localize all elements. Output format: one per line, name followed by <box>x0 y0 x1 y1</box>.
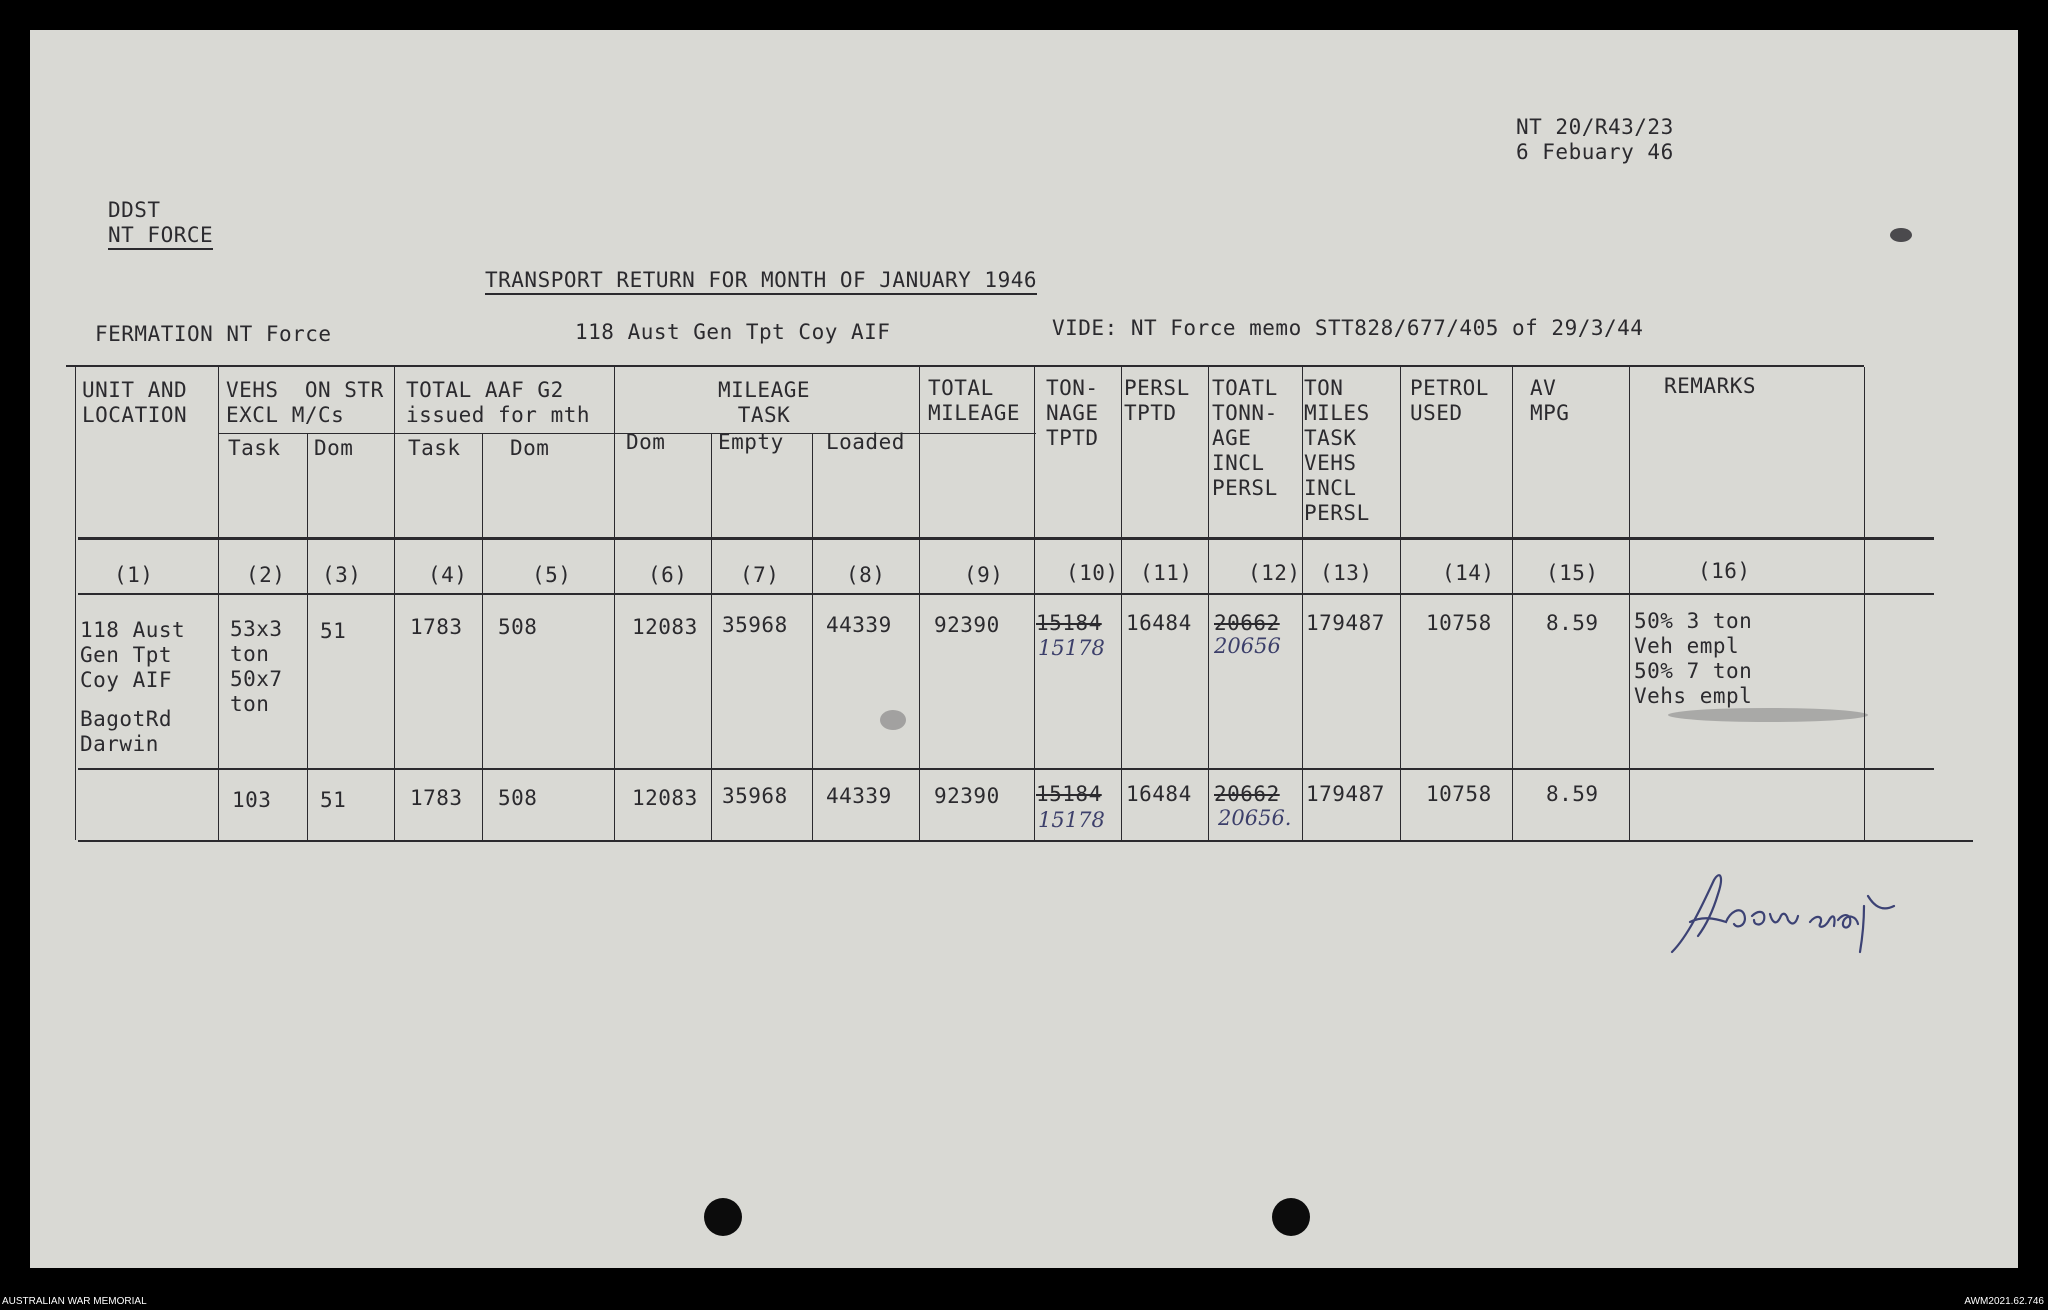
header-total-mileage: TOTAL MILEAGE <box>928 376 1021 425</box>
col-divider <box>218 367 219 840</box>
total-persl: 16484 <box>1126 782 1192 806</box>
col-divider <box>1512 367 1513 840</box>
table-top-border <box>66 365 1864 367</box>
col-divider <box>394 367 395 840</box>
cell-mileage-dom: 12083 <box>632 615 698 639</box>
header-remarks: REMARKS <box>1664 374 1757 398</box>
total-ton-miles: 179487 <box>1306 782 1385 806</box>
col-divider <box>1302 367 1303 840</box>
col-divider <box>75 367 76 840</box>
col-divider <box>711 434 712 840</box>
column-number: (5) <box>532 563 572 587</box>
total-total-tonnage-struck: 20662 <box>1214 782 1280 806</box>
ink-smudge <box>880 710 906 730</box>
cell-ton-miles: 179487 <box>1306 611 1385 635</box>
col-divider <box>1208 367 1209 840</box>
header-mileage-dom: Dom <box>626 430 666 454</box>
column-number: (16) <box>1698 559 1751 583</box>
ink-smudge <box>1890 228 1912 242</box>
column-number: (12) <box>1248 561 1301 585</box>
header-tonnage: TON- NAGE TPTD <box>1046 376 1099 450</box>
total-total-mileage: 92390 <box>934 784 1000 808</box>
punch-hole <box>1272 1198 1310 1236</box>
footer-source: AUSTRALIAN WAR MEMORIAL <box>2 1296 147 1307</box>
total-aaf-task: 1783 <box>410 786 463 810</box>
col-divider <box>307 434 308 840</box>
cell-unit-name: 118 Aust Gen Tpt Coy AIF <box>80 618 186 692</box>
cell-petrol: 10758 <box>1426 611 1492 635</box>
column-number: (15) <box>1546 561 1599 585</box>
header-persl-tptd: PERSL TPTD <box>1124 376 1190 425</box>
header-av-mpg: AV MPG <box>1530 376 1570 425</box>
total-vehs-task: 103 <box>232 788 272 812</box>
reference-number: NT 20/R43/23 <box>1516 115 1674 139</box>
unit-name: 118 Aust Gen Tpt Coy AIF <box>575 320 891 344</box>
cell-unit-location: BagotRd Darwin <box>80 707 173 756</box>
cell-mileage-empty: 35968 <box>722 613 788 637</box>
col-divider <box>919 367 920 840</box>
total-mileage-empty: 35968 <box>722 784 788 808</box>
total-av-mpg: 8.59 <box>1546 782 1599 806</box>
cell-aaf-task: 1783 <box>410 615 463 639</box>
header-aaf-dom: Dom <box>510 436 550 460</box>
header-total-aaf: TOTAL AAF G2 issued for mth <box>406 378 591 427</box>
footer-accession: AWM2021.62.746 <box>1964 1296 2044 1307</box>
col-divider <box>1034 367 1035 840</box>
column-number: (9) <box>964 563 1004 587</box>
total-mileage-loaded: 44339 <box>826 784 892 808</box>
column-number: (4) <box>428 563 468 587</box>
data-bottom-rule <box>78 768 1934 770</box>
cell-persl: 16484 <box>1126 611 1192 635</box>
cell-tonnage-corrected: 15178 <box>1038 636 1105 660</box>
total-tonnage-struck: 15184 <box>1036 782 1102 806</box>
col-divider <box>1629 367 1630 840</box>
col-divider <box>1121 367 1122 840</box>
numbers-bottom-rule <box>78 593 1934 595</box>
cell-total-tonnage-struck: 20662 <box>1214 611 1280 635</box>
cell-total-mileage: 92390 <box>934 613 1000 637</box>
total-vehs-dom: 51 <box>320 788 347 812</box>
column-number: (10) <box>1066 561 1119 585</box>
total-tonnage-corrected: 15178 <box>1038 808 1105 832</box>
header-vehs-task: Task <box>228 436 281 460</box>
ink-smudge <box>1668 708 1868 722</box>
col-divider <box>614 367 615 840</box>
header-bottom-rule <box>78 537 1934 540</box>
header-total-tonnage: TOATL TONN- AGE INCL PERSL <box>1212 376 1278 500</box>
addressee-line-1: DDST <box>108 198 161 222</box>
header-mileage-loaded: Loaded <box>826 430 905 454</box>
column-number: (3) <box>322 563 362 587</box>
column-number: (1) <box>114 563 154 587</box>
total-total-tonnage-corrected: 20656. <box>1218 806 1292 830</box>
header-unit-location: UNIT AND LOCATION <box>82 378 188 427</box>
header-mileage-task: MILEAGE TASK <box>718 378 811 427</box>
col-divider <box>812 434 813 840</box>
header-vehs-dom: Dom <box>314 436 354 460</box>
cell-vehs-dom: 51 <box>320 619 347 643</box>
column-number: (7) <box>740 563 780 587</box>
header-vehs-on-str: VEHS ON STR EXCL M/Cs <box>226 378 384 427</box>
cell-mileage-loaded: 44339 <box>826 613 892 637</box>
total-petrol: 10758 <box>1426 782 1492 806</box>
column-number: (11) <box>1140 561 1193 585</box>
addressee-line-2: NT FORCE <box>108 223 213 250</box>
total-mileage-dom: 12083 <box>632 786 698 810</box>
column-number: (8) <box>846 563 886 587</box>
column-number: (2) <box>246 563 286 587</box>
cell-total-tonnage-corrected: 20656 <box>1214 634 1281 658</box>
col-divider <box>1864 367 1865 840</box>
col-divider <box>1400 367 1401 840</box>
punch-hole <box>704 1198 742 1236</box>
total-aaf-dom: 508 <box>498 786 538 810</box>
table-bottom-border <box>78 840 1973 842</box>
page-title: TRANSPORT RETURN FOR MONTH OF JANUARY 1946 <box>485 268 1037 295</box>
header-ton-miles: TON MILES TASK VEHS INCL PERSL <box>1304 376 1370 525</box>
header-mileage-empty: Empty <box>718 430 784 454</box>
header-petrol-used: PETROL USED <box>1410 376 1489 425</box>
cell-av-mpg: 8.59 <box>1546 611 1599 635</box>
cell-tonnage-struck: 15184 <box>1036 611 1102 635</box>
cell-aaf-dom: 508 <box>498 615 538 639</box>
col-divider <box>482 434 483 840</box>
document-date: 6 Febuary 46 <box>1516 140 1674 164</box>
column-number: (13) <box>1320 561 1373 585</box>
vide-reference: VIDE: NT Force memo STT828/677/405 of 29/3/44 <box>1052 316 1644 340</box>
formation-label: FERMATION NT Force <box>95 322 332 346</box>
header-aaf-task: Task <box>408 436 461 460</box>
column-number: (14) <box>1442 561 1495 585</box>
cell-vehs-task: 53x3 ton 50x7 ton <box>230 617 283 716</box>
signature <box>1668 866 1908 958</box>
cell-remarks: 50% 3 ton Veh empl 50% 7 ton Vehs empl <box>1634 609 1753 708</box>
column-number: (6) <box>648 563 688 587</box>
